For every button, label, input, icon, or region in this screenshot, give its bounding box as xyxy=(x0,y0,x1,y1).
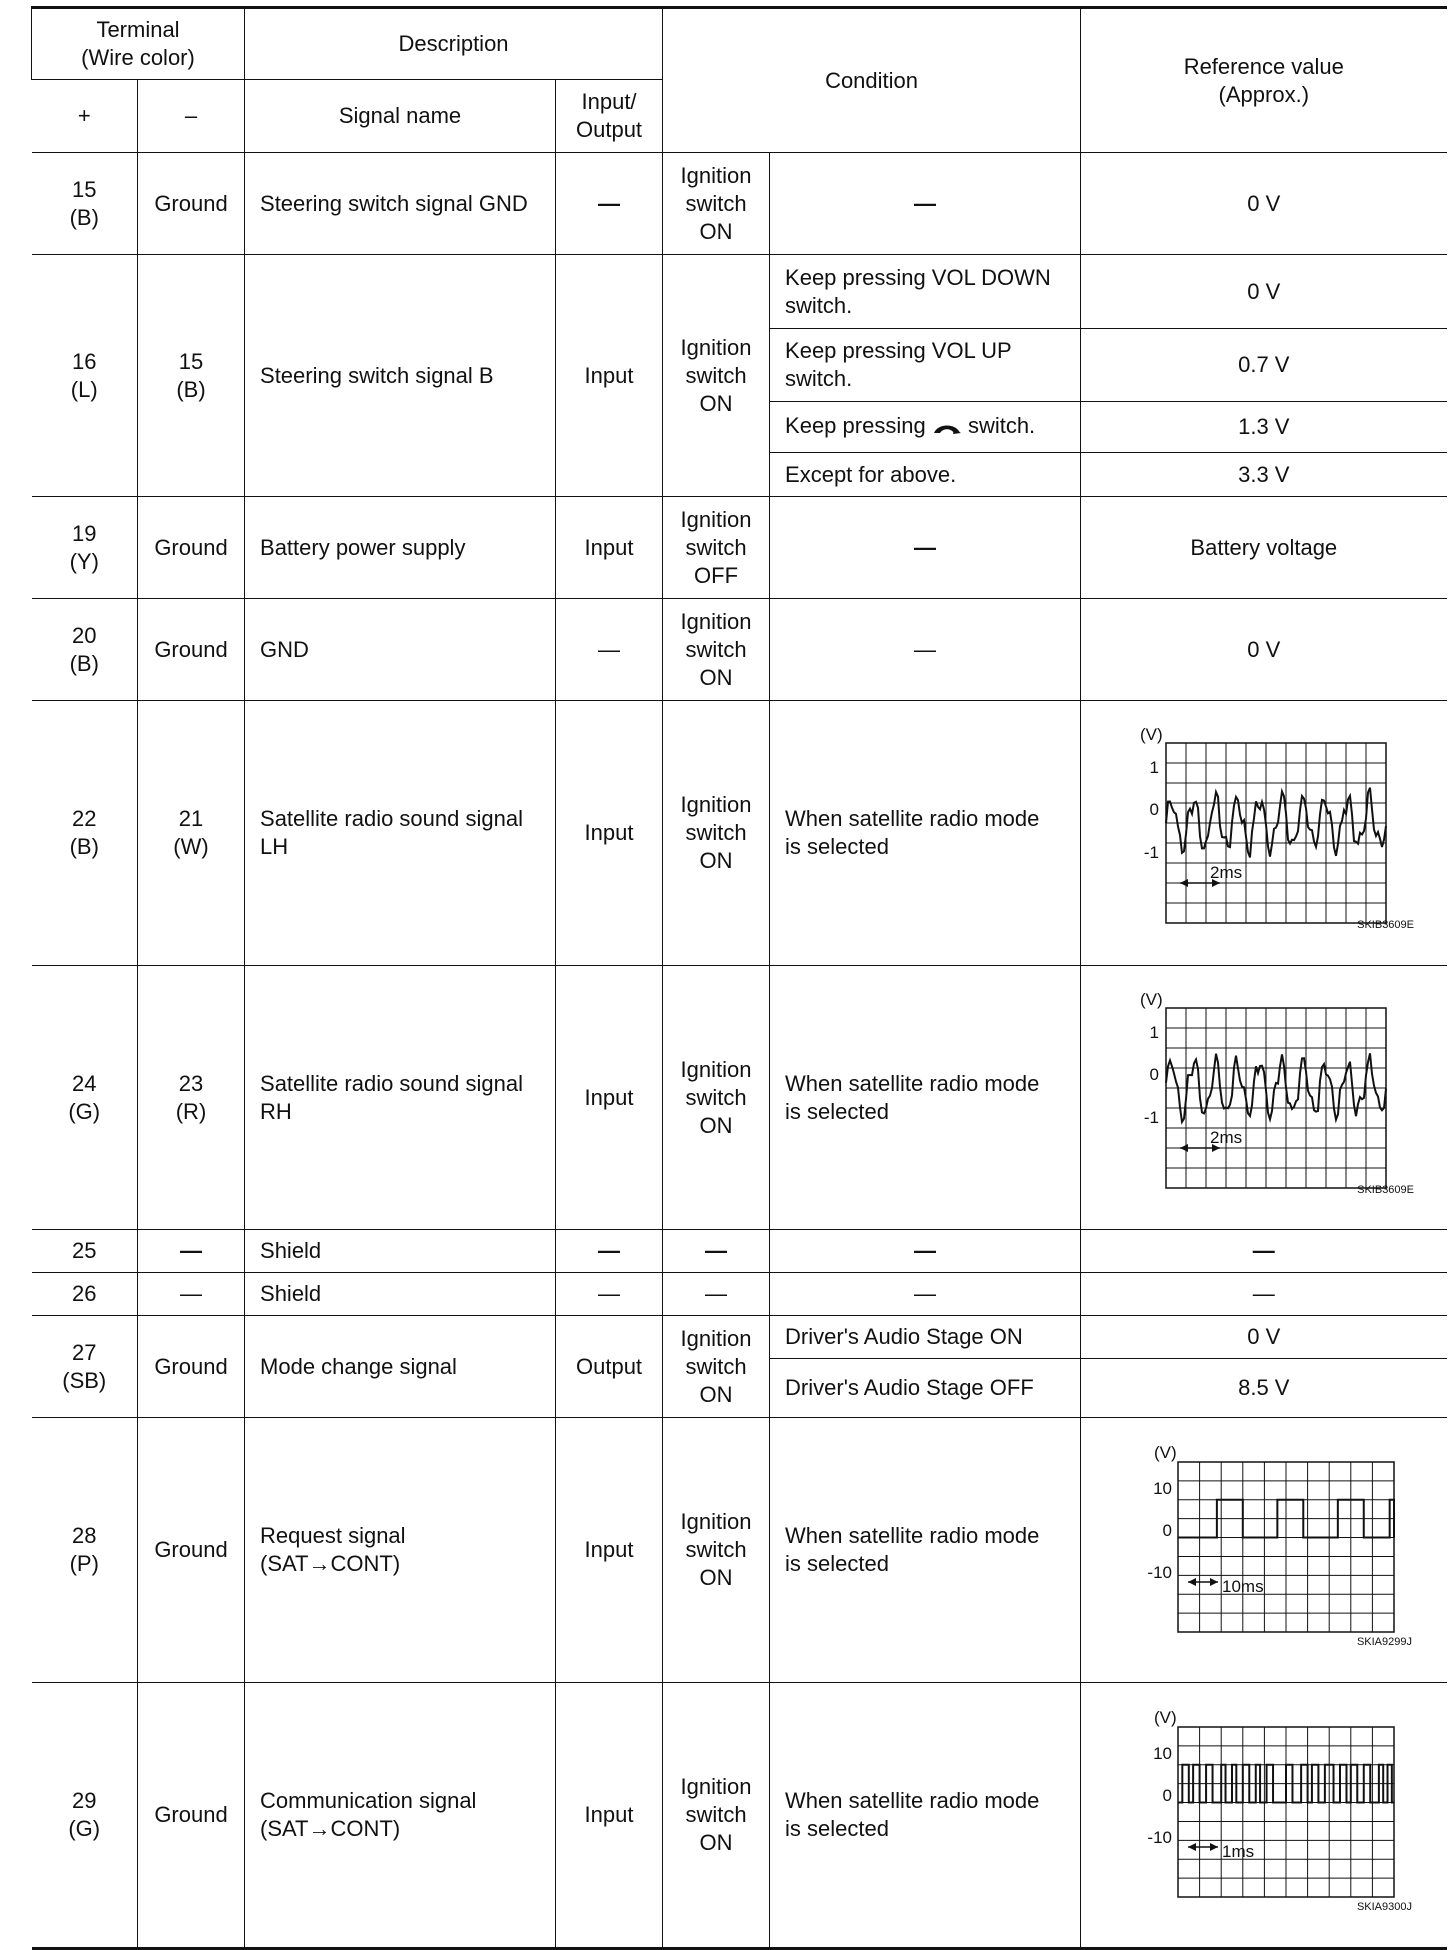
signal-name: Satellite radio sound signal LH xyxy=(245,701,556,966)
condition-header: Condition xyxy=(663,8,1081,153)
signal-name: Mode change signal xyxy=(245,1316,556,1418)
svg-text:(V): (V) xyxy=(1153,1443,1177,1462)
svg-text:10ms: 10ms xyxy=(1221,1577,1264,1596)
signal-name: Battery power supply xyxy=(245,497,556,599)
reference-value: 0 V xyxy=(1081,255,1447,329)
terminal-minus: 21 (W) xyxy=(138,701,245,966)
ignition-state: Ignition switch ON xyxy=(663,153,770,255)
table-row xyxy=(32,1418,1447,1683)
condition: — xyxy=(770,1273,1081,1316)
terminal-plus: 20 (B) xyxy=(32,599,138,701)
reference-header: Reference value (Approx.) xyxy=(1081,8,1447,153)
terminal-minus: Ground xyxy=(138,1683,245,1949)
reference-value: — xyxy=(1081,1273,1447,1316)
svg-text:1: 1 xyxy=(1149,1022,1159,1042)
ignition-state: Ignition switch ON xyxy=(663,255,770,497)
condition: When satellite radio mode is selected xyxy=(770,1418,1081,1683)
table-row xyxy=(32,1316,1447,1359)
signal-name: Steering switch signal GND xyxy=(245,153,556,255)
description-header: Description xyxy=(245,8,663,80)
table-row xyxy=(32,497,1447,599)
terminal-plus: 16 (L) xyxy=(32,255,138,497)
ignition-state: Ignition switch ON xyxy=(663,966,770,1230)
terminal-minus: Ground xyxy=(138,1316,245,1418)
terminal-minus: — xyxy=(138,1230,245,1273)
terminal-plus: 19 (Y) xyxy=(32,497,138,599)
io-value: Input xyxy=(556,701,663,966)
terminal-plus: 25 xyxy=(32,1230,138,1273)
svg-text:SKIA9299J: SKIA9299J xyxy=(1356,1636,1412,1648)
svg-text:-1: -1 xyxy=(1143,843,1159,862)
svg-text:(V): (V) xyxy=(1153,1708,1177,1727)
ignition-state: Ignition switch ON xyxy=(663,1418,770,1683)
signal-name-header: Signal name xyxy=(245,80,556,153)
table-row xyxy=(32,1683,1447,1949)
terminal-table xyxy=(31,6,1447,1950)
ignition-state: Ignition switch ON xyxy=(663,1316,770,1418)
table-row xyxy=(32,1230,1447,1273)
reference-value: 0.7 V xyxy=(1081,329,1447,402)
signal-name: Shield xyxy=(245,1273,556,1316)
reference-value: 0 V xyxy=(1081,1316,1447,1359)
condition: Keep pressing switch. xyxy=(770,402,1081,453)
waveform-audio-rh xyxy=(1104,988,1424,1208)
terminal-minus: Ground xyxy=(138,1418,245,1683)
signal-name: GND xyxy=(245,599,556,701)
signal-name: Communication signal (SAT→CONT) xyxy=(245,1683,556,1949)
condition: Except for above. xyxy=(770,453,1081,497)
svg-text:-1: -1 xyxy=(1143,1107,1159,1127)
condition: When satellite radio mode is selected xyxy=(770,701,1081,966)
reference-value: 0 V xyxy=(1081,153,1447,255)
plus-header: + xyxy=(32,80,138,153)
condition: When satellite radio mode is selected xyxy=(770,1683,1081,1949)
svg-text:SKIB3609E: SKIB3609E xyxy=(1356,919,1414,931)
signal-name: Satellite radio sound signal RH xyxy=(245,966,556,1230)
reference-value xyxy=(1081,966,1447,1230)
condition: Keep pressing VOL UP switch. xyxy=(770,329,1081,402)
condition: — xyxy=(770,599,1081,701)
terminal-plus: 22 (B) xyxy=(32,701,138,966)
condition: Driver's Audio Stage ON xyxy=(770,1316,1081,1359)
svg-text:0: 0 xyxy=(1162,1786,1172,1805)
io-value: — xyxy=(556,1230,663,1273)
table-row xyxy=(32,599,1447,701)
reference-value: 8.5 V xyxy=(1081,1359,1447,1418)
terminal-plus: 29 (G) xyxy=(32,1683,138,1949)
reference-value: — xyxy=(1081,1230,1447,1273)
table-row xyxy=(32,701,1447,966)
svg-text:2ms: 2ms xyxy=(1209,863,1242,882)
svg-text:-10: -10 xyxy=(1147,1828,1172,1847)
waveform-audio-lh xyxy=(1104,723,1424,943)
io-value: Input xyxy=(556,255,663,497)
terminal-minus: 23 (R) xyxy=(138,966,245,1230)
minus-header: – xyxy=(138,80,245,153)
svg-text:10: 10 xyxy=(1152,1479,1172,1498)
terminal-header: Terminal (Wire color) xyxy=(32,8,245,80)
seek-arrow-icon xyxy=(932,414,962,442)
reference-value: 1.3 V xyxy=(1081,402,1447,453)
io-value: Input xyxy=(556,1418,663,1683)
ignition-state: — xyxy=(663,1230,770,1273)
io-value: Input xyxy=(556,497,663,599)
condition: — xyxy=(770,153,1081,255)
signal-name: Shield xyxy=(245,1230,556,1273)
io-value: Input xyxy=(556,1683,663,1949)
terminal-plus: 28 (P) xyxy=(32,1418,138,1683)
svg-text:1: 1 xyxy=(1149,758,1159,777)
svg-text:0: 0 xyxy=(1149,1064,1159,1084)
io-value: — xyxy=(556,1273,663,1316)
reference-value: 3.3 V xyxy=(1081,453,1447,497)
svg-text:1ms: 1ms xyxy=(1221,1842,1254,1861)
terminal-minus: Ground xyxy=(138,497,245,599)
terminal-plus: 26 xyxy=(32,1273,138,1316)
ignition-state: Ignition switch ON xyxy=(663,701,770,966)
waveform-request-signal xyxy=(1104,1440,1424,1660)
svg-text:0: 0 xyxy=(1149,800,1159,819)
io-value: — xyxy=(556,153,663,255)
svg-text:10: 10 xyxy=(1152,1744,1172,1763)
table-row xyxy=(32,1273,1447,1316)
terminal-plus: 27 (SB) xyxy=(32,1316,138,1418)
io-value: Output xyxy=(556,1316,663,1418)
svg-text:SKIA9300J: SKIA9300J xyxy=(1356,1901,1412,1913)
reference-value xyxy=(1081,701,1447,966)
condition: When satellite radio mode is selected xyxy=(770,966,1081,1230)
reference-value xyxy=(1081,1683,1447,1949)
svg-text:2ms: 2ms xyxy=(1209,1127,1242,1147)
svg-text:0: 0 xyxy=(1162,1521,1172,1540)
terminal-minus: 15 (B) xyxy=(138,255,245,497)
terminal-plus: 24 (G) xyxy=(32,966,138,1230)
reference-value: 0 V xyxy=(1081,599,1447,701)
io-value: — xyxy=(556,599,663,701)
svg-text:SKIB3609E: SKIB3609E xyxy=(1356,1183,1414,1196)
table-row xyxy=(32,255,1447,329)
waveform-communication-signal xyxy=(1104,1705,1424,1925)
svg-text:(V): (V) xyxy=(1139,725,1163,744)
condition: Driver's Audio Stage OFF xyxy=(770,1359,1081,1418)
terminal-plus: 15 (B) xyxy=(32,153,138,255)
terminal-minus: Ground xyxy=(138,153,245,255)
table-row xyxy=(32,153,1447,255)
terminal-minus: Ground xyxy=(138,599,245,701)
ignition-state: Ignition switch ON xyxy=(663,1683,770,1949)
terminal-minus: — xyxy=(138,1273,245,1316)
reference-value xyxy=(1081,1418,1447,1683)
condition: — xyxy=(770,1230,1081,1273)
svg-text:(V): (V) xyxy=(1139,989,1163,1009)
signal-name: Steering switch signal B xyxy=(245,255,556,497)
ignition-state: Ignition switch OFF xyxy=(663,497,770,599)
io-header: Input/ Output xyxy=(556,80,663,153)
reference-value: Battery voltage xyxy=(1081,497,1447,599)
ignition-state: — xyxy=(663,1273,770,1316)
condition: Keep pressing VOL DOWN switch. xyxy=(770,255,1081,329)
signal-name: Request signal (SAT→CONT) xyxy=(245,1418,556,1683)
condition: — xyxy=(770,497,1081,599)
table-row xyxy=(32,966,1447,1230)
io-value: Input xyxy=(556,966,663,1230)
ignition-state: Ignition switch ON xyxy=(663,599,770,701)
svg-text:-10: -10 xyxy=(1147,1563,1172,1582)
